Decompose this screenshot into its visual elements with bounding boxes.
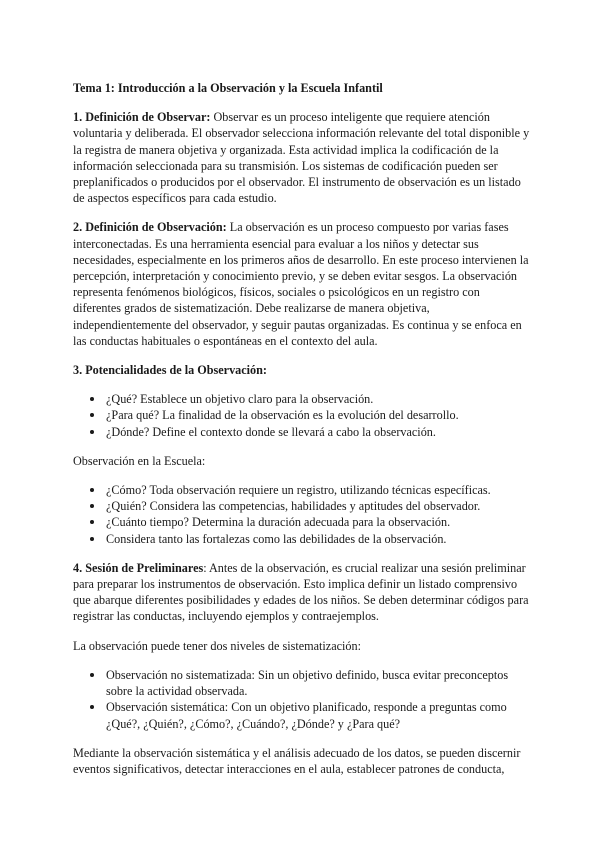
escuela-intro: Observación en la Escuela: xyxy=(73,453,206,468)
list-item: ¿Cuánto tiempo? Determina la duración adecuada para la observación. xyxy=(106,514,530,530)
list-item: Considera tanto las fortalezas como las debilidades de la observación. xyxy=(106,531,530,547)
section-4-text: : Antes de la observación, es crucial realizar una sesión preliminar para preparar los instrumentos de observación. Esto implica definir un listado comprensivo que abarque diferentes posibilidades y edades de los niños. Se deben determinar códigos para registrar las conductas, incluyendo ejemplos y contraejemplos. xyxy=(73,560,529,624)
section-1-heading: 1. Definición de Observar: xyxy=(73,110,211,125)
list-item: ¿Para qué? La finalidad de la observación es la evolución del desarrollo. xyxy=(106,407,530,423)
escuela-list xyxy=(73,482,530,547)
potencialidades-list xyxy=(73,391,530,440)
niveles-list xyxy=(73,667,530,732)
list-item: Observación sistemática: Con un objetivo planificado, responde a preguntas como ¿Qué?, ¿Quién?, ¿Cómo?, ¿Cuándo?, ¿Dónde? y ¿Para qué? xyxy=(106,699,530,731)
section-1-paragraph xyxy=(73,109,530,206)
section-4-heading: 4. Sesión de Preliminares xyxy=(73,560,204,575)
list-item: ¿Quién? Considera las competencias, habilidades y aptitudes del observador. xyxy=(106,498,530,514)
section-2-text: La observación es un proceso compuesto por varias fases interconectadas. Es una herramienta esencial para evaluar a los niños y detectar sus necesidades, especialmente en los primeros años de desarrollo. En este proceso intervienen la percepción, interpretación y conocimiento previo, y se deben evitar sesgos. La observación representa fenómenos biológicos, físicos, sociales o psicológicos en un registro con diferentes grados de sistematización. Debe realizarse de manera objetiva, independientemente del observador, y seguir pautas organizadas. Es continua y se enfoca en las conductas habituales o espontáneas en el contexto del aula. xyxy=(73,220,529,348)
list-item: Observación no sistematizada: Sin un objetivo definido, busca evitar preconceptos sobre la actividad observada. xyxy=(106,667,530,699)
list-item: ¿Cómo? Toda observación requiere un registro, utilizando técnicas específicas. xyxy=(106,482,530,498)
document-title: Tema 1: Introducción a la Observación y la Escuela Infantil xyxy=(73,81,383,95)
list-item: ¿Dónde? Define el contexto donde se llevará a cabo la observación. xyxy=(106,424,530,440)
list-item: ¿Qué? Establece un objetivo claro para la observación. xyxy=(106,391,530,407)
section-2-paragraph xyxy=(73,219,530,349)
section-1-text: Observar es un proceso inteligente que requiere atención voluntaria y deliberada. El observador selecciona información relevante del total disponible y la registra de manera objetiva y organizada. Esta actividad implica la codificación de la información seleccionada para su transmisión. Los sistemas de codificación pueden ser preplanificados o producidos por el observador. El instrumento de observación es un listado de aspectos específicos para cada estudio. xyxy=(73,110,530,206)
section-4-paragraph xyxy=(73,560,530,625)
niveles-intro: La observación puede tener dos niveles de sistematización: xyxy=(73,638,361,653)
section-3-heading: 3. Potencialidades de la Observación: xyxy=(73,363,267,378)
section-2-heading: 2. Definición de Observación: xyxy=(73,220,227,235)
closing-paragraph: Mediante la observación sistemática y el análisis adecuado de los datos, se pueden discernir eventos significativos, detectar interacciones en el aula, establecer patrones de conducta, xyxy=(73,745,521,776)
